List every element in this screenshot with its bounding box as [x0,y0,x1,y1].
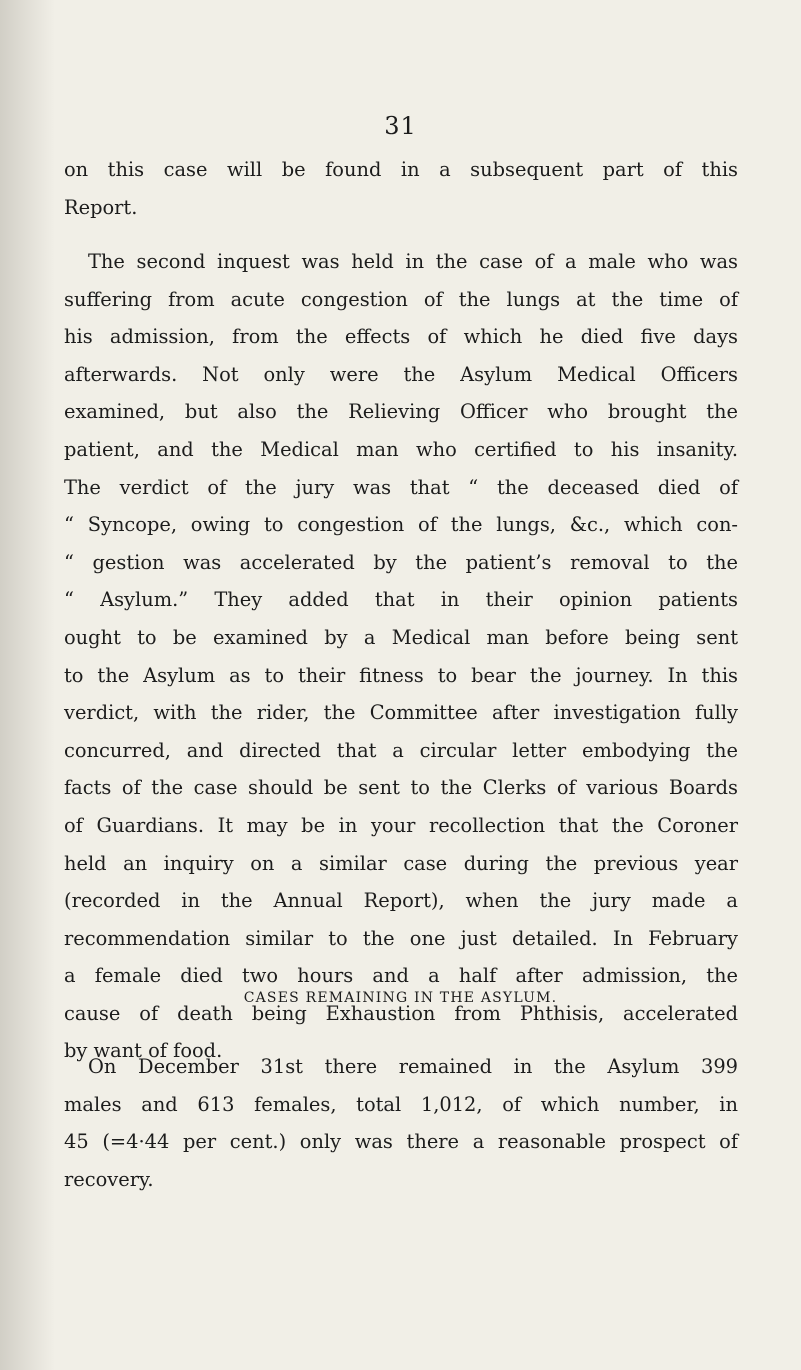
text-line: on this case will be found in a subsequent part of this [64,158,738,181]
text-line: examined, but also the Relieving Officer who brought the [64,400,738,424]
text-line: males and 613 females, total 1,012, of which number, in [64,1092,738,1116]
page-edge-shadow [0,0,55,1370]
text-line: cause of death being Exhaustion from Phthisis, accelerated [64,1001,738,1025]
text-line: recommendation similar to the one just detailed. In February [64,926,738,950]
text-line: verdict, with the rider, the Committee after investigation fully [64,701,738,725]
text-line: concurred, and directed that a circular letter embodying the [64,738,738,762]
text-line: held an inquiry on a similar case during the previous year [64,851,738,875]
text-line: (recorded in the Annual Report), when the jury made a [64,889,738,913]
text-line: to the Asylum as to their fitness to bear the journey. In this [64,663,738,687]
text-line: afterwards. Not only were the Asylum Medical Officers [64,362,738,386]
text-line: of Guardians. It may be in your recollection that the Coroner [64,813,738,837]
text-line: patient, and the Medical man who certified to his insanity. [64,437,738,461]
text-line: “ Asylum.” They added that in their opinion patients [64,588,738,612]
text-line: by want of food. [64,1039,223,1063]
text-line: recovery. [64,1167,154,1191]
text-line: 45 (=4·44 per cent.) only was there a reasonable prospect of [64,1130,738,1154]
text-line: On December 31st there remained in the Asylum 399 [88,1055,738,1078]
text-line: his admission, from the effects of which he died five days [64,325,738,349]
text-line: suffering from acute congestion of the lungs at the time of [64,287,738,311]
text-line: facts of the case should be sent to the Clerks of various Boards [64,776,738,800]
text-line: The second inquest was held in the case of a male who was [88,250,738,273]
text-line: Report. [64,195,138,219]
paragraph-cases-remaining [64,1048,738,1198]
text-line: The verdict of the jury was that “ the deceased died of [64,475,738,499]
section-heading: CASES REMAINING IN THE ASYLUM. [243,990,558,1006]
paragraph-continuation [64,151,738,226]
text-line: a female died two hours and a half after admission, the [64,964,738,988]
text-line: ought to be examined by a Medical man before being sent [64,625,738,649]
page-number: 31 [384,112,417,140]
paragraph-second-inquest [64,243,738,1070]
text-line: “ Syncope, owing to congestion of the lungs, &c., which con- [64,513,738,537]
text-line: “ gestion was accelerated by the patient’s removal to the [64,550,738,574]
